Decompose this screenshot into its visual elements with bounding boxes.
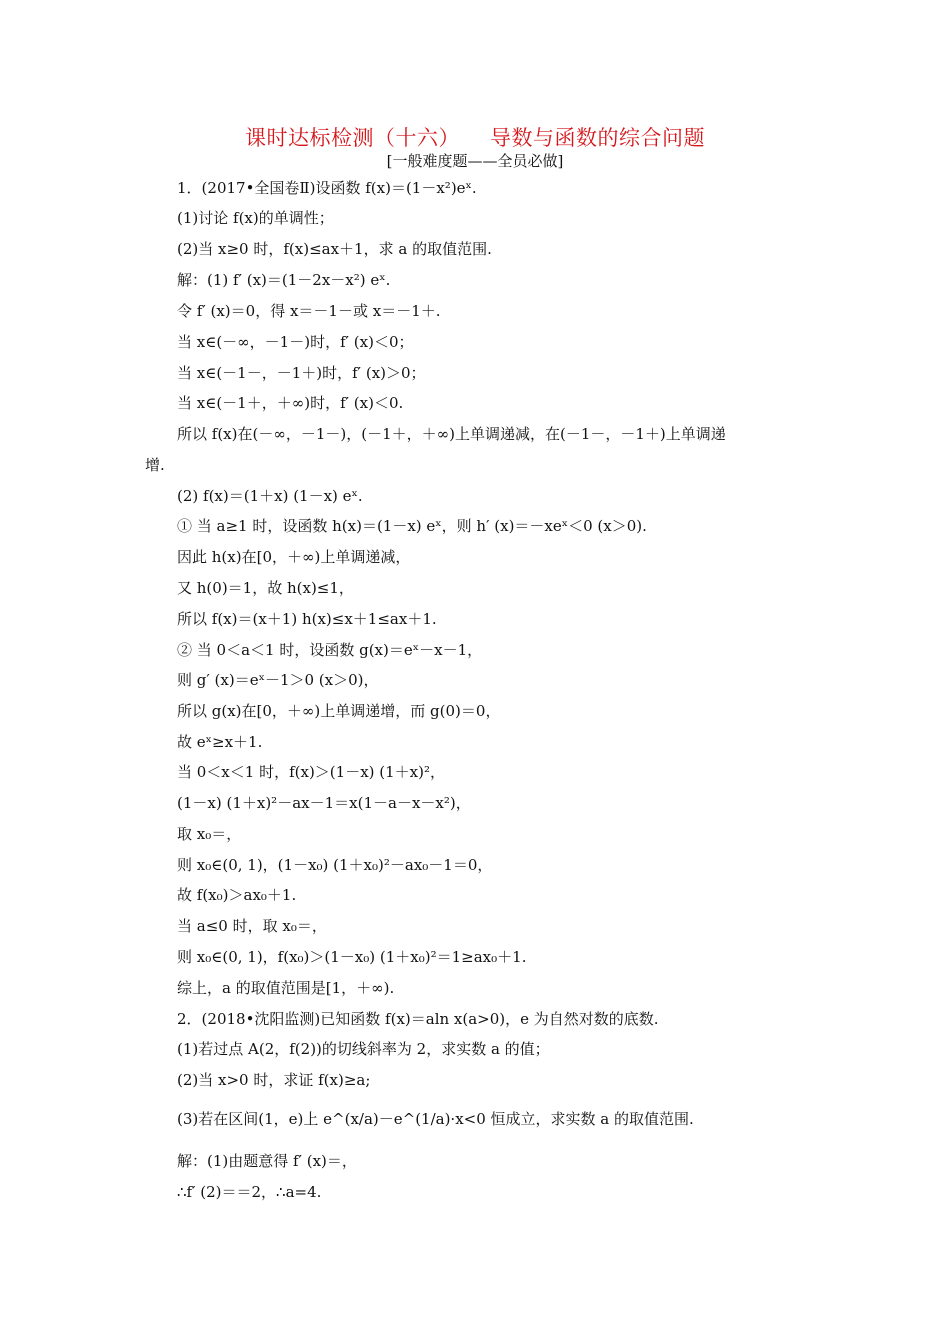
- text-line: ① 当 a≥1 时，设函数 h(x)＝(1－x) eˣ，则 h′ (x)＝－xeˣ＜0 (x＞0).: [177, 517, 647, 535]
- text-line: (1)讨论 f(x)的单调性；: [177, 209, 334, 227]
- text-line: 当 a≤0 时，取 x₀＝，: [177, 917, 327, 935]
- text-line: 解：(1) f′ (x)＝(1－2x－x²) eˣ.: [177, 271, 391, 289]
- text-line: 则 x₀∈(0, 1)，(1－x₀) (1＋x₀)²－ax₀－1＝0，: [177, 856, 493, 874]
- text-line: 当 x∈(－1＋，＋∞)时，f′ (x)＜0.: [177, 394, 404, 412]
- title-topic: 导数与函数的综合问题: [490, 126, 705, 150]
- text-line: (2) f(x)＝(1＋x) (1－x) eˣ.: [177, 487, 363, 505]
- text-line: 2．(2018•沈阳监测)已知函数 f(x)＝aln x(a>0)，e 为自然对数的底数.: [177, 1010, 659, 1028]
- text-line: 当 x∈(－∞，－1－)时，f′ (x)＜0；: [177, 333, 414, 351]
- text-line: 又 h(0)＝1，故 h(x)≤1，: [177, 579, 354, 597]
- text-line: 取 x₀＝，: [177, 825, 242, 843]
- text-line: (3)若在区间(1，e)上 e^(x/a)－e^(1/a)·x<0 恒成立，求实数 a 的取值范围.: [177, 1110, 694, 1128]
- text-line: 所以 f(x)＝(x＋1) h(x)≤x＋1≤ax＋1.: [177, 610, 437, 628]
- text-line: 当 x∈(－1－，－1＋)时，f′ (x)＞0；: [177, 364, 426, 382]
- text-line: ∴f′ (2)＝＝2，∴a=4.: [177, 1183, 322, 1201]
- text-line: 综上，a 的取值范围是[1，＋∞).: [177, 979, 395, 997]
- text-line: (1－x) (1＋x)²－ax－1＝x(1－a－x－x²)，: [177, 794, 471, 812]
- text-line: 所以 f(x)在(－∞，－1－)，(－1＋，＋∞)上单调递减，在(－1－，－1＋)上单调递: [177, 425, 726, 443]
- text-line: 故 f(x₀)＞ax₀＋1.: [177, 886, 297, 904]
- text-line: 因此 h(x)在[0，＋∞)上单调递减，: [177, 548, 411, 566]
- text-line: 解：(1)由题意得 f′ (x)＝，: [177, 1152, 357, 1170]
- text-line: (2)当 x≥0 时，f(x)≤ax＋1，求 a 的取值范围.: [177, 240, 492, 258]
- text-line: ② 当 0＜a＜1 时，设函数 g(x)＝eˣ－x－1，: [177, 641, 483, 659]
- text-line: (1)若过点 A(2，f(2))的切线斜率为 2，求实数 a 的值；: [177, 1040, 550, 1058]
- text-line: 故 eˣ≥x＋1.: [177, 733, 263, 751]
- text-line: 当 0＜x＜1 时，f(x)＞(1－x) (1＋x)²，: [177, 763, 445, 781]
- text-line: 则 x₀∈(0, 1)，f(x₀)＞(1－x₀) (1＋x₀)²＝1≥ax₀＋1.: [177, 948, 527, 966]
- text-line: 1．(2017•全国卷Ⅱ)设函数 f(x)＝(1－x²)eˣ.: [177, 179, 477, 197]
- text-line: 增.: [145, 456, 165, 474]
- text-line: 令 f′ (x)＝0，得 x＝－1－或 x＝－1＋.: [177, 302, 441, 320]
- text-line: (2)当 x>0 时，求证 f(x)≥a;: [177, 1071, 371, 1089]
- text-line: 则 g′ (x)＝eˣ－1＞0 (x＞0)，: [177, 671, 379, 689]
- page-subtitle: [一般难度题——全员必做]: [386, 152, 564, 170]
- title-main: 课时达标检测（十六）: [245, 126, 460, 150]
- text-line: 所以 g(x)在[0，＋∞)上单调递增，而 g(0)＝0，: [177, 702, 501, 720]
- page-title: [0, 122, 950, 152]
